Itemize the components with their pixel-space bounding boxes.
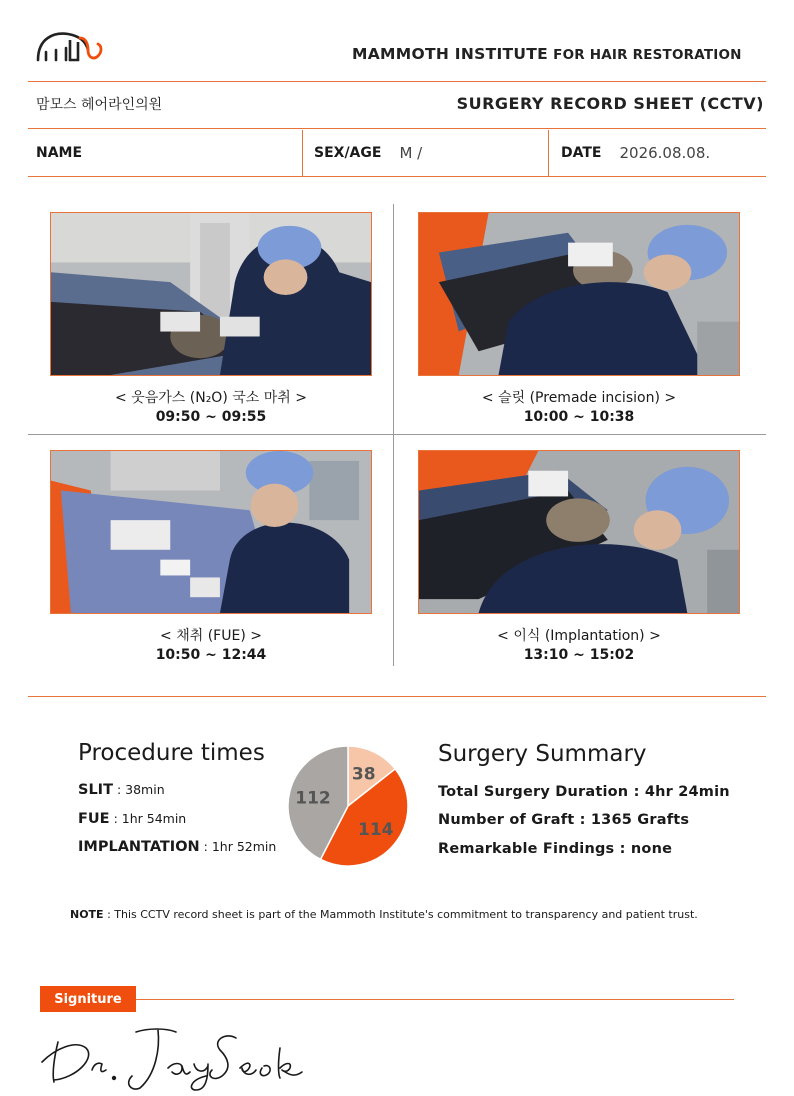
procedure-sep: : — [109, 811, 122, 826]
step-time: 10:00 ~ 10:38 — [523, 409, 635, 425]
cctv-photo-slit — [418, 212, 740, 376]
sheet-title: SURGERY RECORD SHEET (CCTV) — [456, 94, 764, 113]
divider — [28, 81, 766, 82]
cctv-photo-anesthesia — [50, 212, 372, 376]
cctv-photo-fue — [50, 450, 372, 614]
caption-anesthesia — [50, 387, 372, 425]
patient-info-row — [28, 130, 766, 176]
signature-tab: Signiture — [40, 986, 136, 1012]
date-value: 2026.08.08. — [619, 144, 711, 162]
caption-slit — [418, 387, 740, 425]
cell-separator — [548, 130, 549, 176]
step-title: < 웃음가스 (N₂O) 국소 마취 > — [115, 390, 307, 406]
note — [70, 908, 698, 921]
procedure-label: SLIT — [78, 782, 113, 798]
clinic-korean-name: 맘모스 헤어라인의원 — [36, 97, 163, 113]
summary-duration: Total Surgery Duration : 4hr 24min — [438, 784, 730, 800]
caption-implantation — [418, 625, 740, 663]
procedure-value: 1hr 52min — [211, 839, 277, 854]
step-time: 09:50 ~ 09:55 — [155, 409, 267, 425]
sexage-value: M / — [399, 144, 423, 162]
divider — [28, 128, 766, 129]
pie-label-implantation: 112 — [295, 788, 331, 809]
mammoth-logo — [36, 26, 106, 66]
step-title: < 채취 (FUE) > — [160, 628, 262, 644]
summary-findings: Remarkable Findings : none — [438, 841, 673, 857]
sexage-cell — [314, 130, 422, 176]
sexage-label: SEX/AGE — [314, 145, 382, 161]
procedure-label: IMPLANTATION — [78, 839, 200, 855]
pie-svg — [286, 744, 410, 868]
procedure-pie-chart — [286, 744, 410, 868]
step-time: 13:10 ~ 15:02 — [523, 647, 635, 663]
divider — [28, 176, 766, 177]
procedure-sep: : — [112, 782, 126, 797]
date-label: DATE — [561, 145, 602, 161]
signature-line — [136, 999, 734, 1000]
note-label: NOTE — [70, 908, 104, 921]
procedure-value: 38min — [125, 782, 165, 797]
cell-separator — [302, 130, 303, 176]
summary-graft-count: Number of Graft : 1365 Grafts — [438, 812, 690, 828]
note-text: : This CCTV record sheet is part of the Mammoth Institute's commitment to transparency and patient trust. — [103, 908, 698, 921]
caption-fue — [50, 625, 372, 663]
institute-name: MAMMOTH INSTITUTE FOR HAIR RESTORATION — [352, 45, 742, 63]
divider — [28, 696, 766, 697]
procedure-item-fue — [78, 811, 186, 827]
grid-divider-vertical — [393, 204, 394, 666]
name-cell — [36, 130, 100, 176]
procedure-times-title: Procedure times — [78, 740, 265, 766]
grid-divider-horizontal — [28, 434, 766, 435]
procedure-item-implantation — [78, 839, 276, 855]
cctv-photo-implantation — [418, 450, 740, 614]
handwritten-signature — [36, 1018, 306, 1092]
procedure-sep: : — [199, 839, 212, 854]
pie-label-slit: 38 — [351, 764, 376, 785]
step-time: 10:50 ~ 12:44 — [155, 647, 267, 663]
pie-label-fue: 114 — [358, 819, 394, 840]
name-label: NAME — [36, 145, 83, 161]
procedure-value: 1hr 54min — [121, 811, 187, 826]
date-cell — [561, 130, 710, 176]
surgery-summary-title: Surgery Summary — [438, 741, 647, 767]
procedure-label: FUE — [78, 811, 110, 827]
procedure-item-slit — [78, 782, 165, 798]
step-title: < 슬릿 (Premade incision) > — [481, 390, 677, 406]
step-title: < 이식 (Implantation) > — [497, 628, 661, 644]
